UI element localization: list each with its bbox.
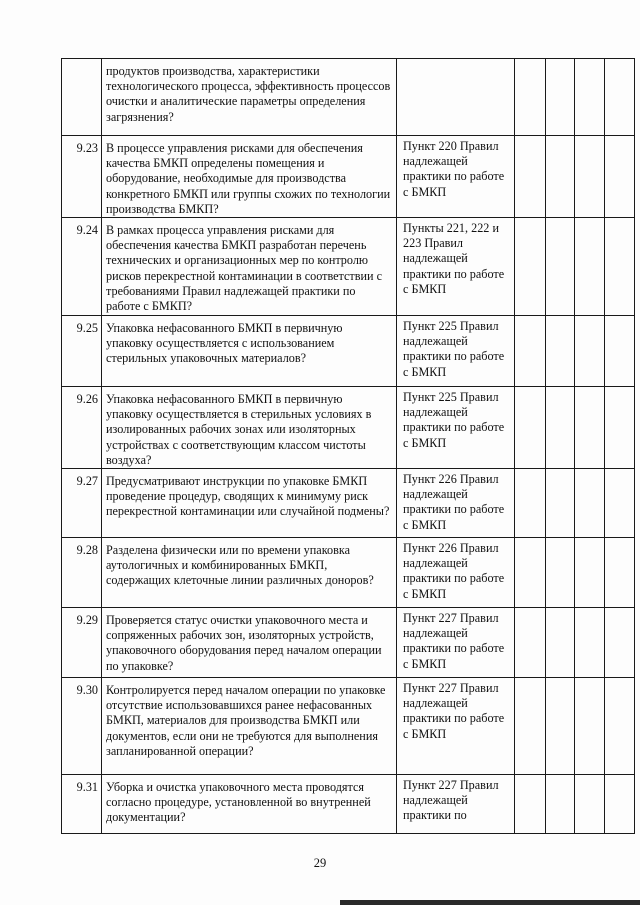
answer-cell-note bbox=[605, 678, 635, 775]
item-number: 9.30 bbox=[62, 678, 102, 775]
question-cell: В процессе управления рисками для обеспечения качества БМКП определены помещения и оборудование, необходимые для производства конкретного БМКП или группы схожих по технологии производства БМКП? bbox=[102, 136, 397, 218]
reference-cell bbox=[397, 59, 515, 136]
item-number: 9.24 bbox=[62, 218, 102, 316]
answer-cell-yes bbox=[515, 538, 546, 608]
answer-cell-na bbox=[575, 387, 605, 469]
item-number: 9.28 bbox=[62, 538, 102, 608]
question-cell: Контролируется перед началом операции по упаковке отсутствие использовавшихся ранее нефасованных БМКП, материалов для производства БМКП или документов, если они не требуются для выполнения запланированной операции? bbox=[102, 678, 397, 775]
item-number: 9.29 bbox=[62, 608, 102, 678]
checklist-table bbox=[61, 58, 635, 834]
answer-cell-yes bbox=[515, 387, 546, 469]
item-number: 9.25 bbox=[62, 316, 102, 387]
item-number: 9.31 bbox=[62, 775, 102, 834]
answer-cell-note bbox=[605, 387, 635, 469]
answer-cell-na bbox=[575, 678, 605, 775]
answer-cell-note bbox=[605, 218, 635, 316]
question-cell: Предусматривают инструкции по упаковке БМКП проведение процедур, сводящих к минимуму риск перекрестной контаминации или случайной подмены? bbox=[102, 469, 397, 538]
answer-cell-no bbox=[546, 538, 575, 608]
answer-cell-no bbox=[546, 136, 575, 218]
reference-cell: Пункт 220 Правил надлежащей практики по работе с БМКП bbox=[397, 136, 515, 218]
answer-cell-no bbox=[546, 218, 575, 316]
question-cell: Упаковка нефасованного БМКП в первичную упаковку осуществляется с использованием стерильных упаковочных материалов? bbox=[102, 316, 397, 387]
item-number bbox=[62, 59, 102, 136]
question-cell: Упаковка нефасованного БМКП в первичную упаковку осуществляется в стерильных условиях в изолированных рабочих зонах или изоляторных устройствах с соответствующим классом чистоты воздуха? bbox=[102, 387, 397, 469]
table-row bbox=[62, 775, 635, 834]
table-row bbox=[62, 538, 635, 608]
answer-cell-na bbox=[575, 316, 605, 387]
answer-cell-note bbox=[605, 775, 635, 834]
table-row bbox=[62, 316, 635, 387]
reference-cell: Пункт 225 Правил надлежащей практики по работе с БМКП bbox=[397, 316, 515, 387]
answer-cell-na bbox=[575, 775, 605, 834]
question-cell: продуктов производства, характеристики технологического процесса, эффективность процессов очистки и аналитические параметры определения загрязнения? bbox=[102, 59, 397, 136]
item-number: 9.26 bbox=[62, 387, 102, 469]
answer-cell-na bbox=[575, 469, 605, 538]
table-row bbox=[62, 59, 635, 136]
answer-cell-no bbox=[546, 608, 575, 678]
table-row bbox=[62, 678, 635, 775]
scan-edge bbox=[340, 900, 640, 905]
table-row bbox=[62, 387, 635, 469]
table-row bbox=[62, 608, 635, 678]
answer-cell-no bbox=[546, 775, 575, 834]
answer-cell-na bbox=[575, 218, 605, 316]
question-cell: Уборка и очистка упаковочного места проводятся согласно процедуре, установленной во внутренней документации? bbox=[102, 775, 397, 834]
reference-cell: Пункт 227 Правил надлежащей практики по работе с БМКП bbox=[397, 678, 515, 775]
answer-cell-note bbox=[605, 608, 635, 678]
answer-cell-note bbox=[605, 136, 635, 218]
answer-cell-yes bbox=[515, 316, 546, 387]
reference-cell: Пункт 227 Правил надлежащей практики по работе с БМКП bbox=[397, 608, 515, 678]
question-cell: Проверяется статус очистки упаковочного места и сопряженных рабочих зон, изоляторных устройств, упаковочного оборудования перед началом операции по упаковке? bbox=[102, 608, 397, 678]
answer-cell-yes bbox=[515, 136, 546, 218]
answer-cell-note bbox=[605, 59, 635, 136]
answer-cell-yes bbox=[515, 469, 546, 538]
answer-cell-yes bbox=[515, 608, 546, 678]
reference-cell: Пункт 227 Правил надлежащей практики по bbox=[397, 775, 515, 834]
answer-cell-note bbox=[605, 538, 635, 608]
answer-cell-note bbox=[605, 469, 635, 538]
answer-cell-no bbox=[546, 316, 575, 387]
page-number: 29 bbox=[313, 856, 327, 870]
answer-cell-na bbox=[575, 608, 605, 678]
answer-cell-no bbox=[546, 59, 575, 136]
answer-cell-yes bbox=[515, 678, 546, 775]
table-row bbox=[62, 218, 635, 316]
reference-cell: Пункт 226 Правил надлежащей практики по работе с БМКП bbox=[397, 469, 515, 538]
answer-cell-na bbox=[575, 59, 605, 136]
answer-cell-note bbox=[605, 316, 635, 387]
answer-cell-yes bbox=[515, 218, 546, 316]
reference-cell: Пункт 226 Правил надлежащей практики по работе с БМКП bbox=[397, 538, 515, 608]
answer-cell-na bbox=[575, 136, 605, 218]
reference-cell: Пункты 221, 222 и 223 Правил надлежащей практики по работе с БМКП bbox=[397, 218, 515, 316]
item-number: 9.23 bbox=[62, 136, 102, 218]
answer-cell-no bbox=[546, 678, 575, 775]
item-number: 9.27 bbox=[62, 469, 102, 538]
table-row bbox=[62, 469, 635, 538]
answer-cell-yes bbox=[515, 59, 546, 136]
answer-cell-no bbox=[546, 387, 575, 469]
answer-cell-na bbox=[575, 538, 605, 608]
reference-cell: Пункт 225 Правил надлежащей практики по работе с БМКП bbox=[397, 387, 515, 469]
table-row bbox=[62, 136, 635, 218]
question-cell: В рамках процесса управления рисками для обеспечения качества БМКП разработан перечень технических и организационных мер по контролю рисков перекрестной контаминации в соответствии с требованиями Правил надлежащей практики по работе с БМКП? bbox=[102, 218, 397, 316]
answer-cell-yes bbox=[515, 775, 546, 834]
answer-cell-no bbox=[546, 469, 575, 538]
question-cell: Разделена физически или по времени упаковка аутологичных и комбинированных БМКП, содержащих клеточные линии различных доноров? bbox=[102, 538, 397, 608]
